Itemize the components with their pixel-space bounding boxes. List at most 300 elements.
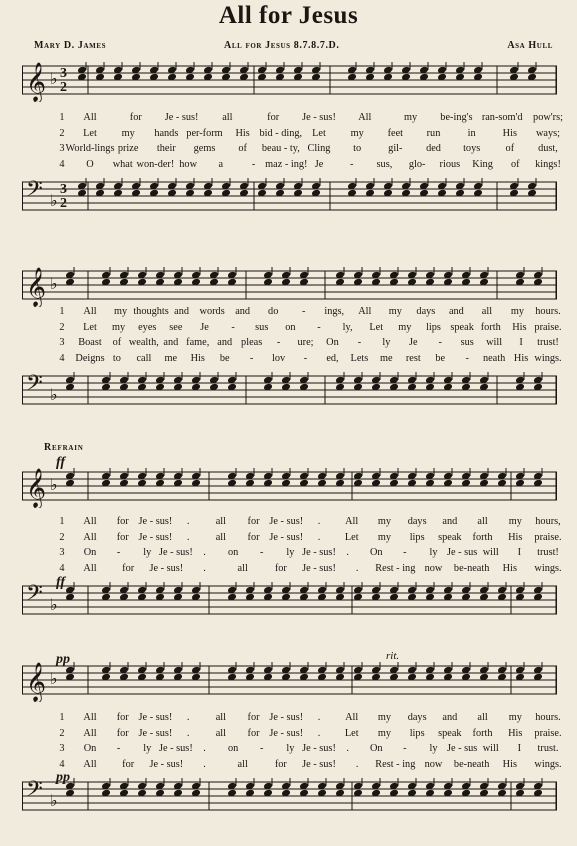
lyric-syllable: Je - sus! <box>302 112 336 123</box>
lyric-syllable: for <box>116 516 129 527</box>
lyric-syllable: trust. <box>537 743 559 754</box>
verse-number: 2 <box>59 531 65 543</box>
lyric-syllable: for <box>274 758 287 770</box>
verse-number: 1 <box>59 112 65 123</box>
lyric-syllable: I <box>517 743 522 754</box>
lyric-syllable: my <box>377 531 392 543</box>
lyric-syllable: His <box>512 321 527 333</box>
verse-line <box>0 547 577 563</box>
lyric-syllable: forth <box>472 727 493 739</box>
lyric-syllable: Je - sus <box>446 547 478 558</box>
lyric-syllable: - <box>116 743 121 754</box>
lyric-syllable: hours, <box>535 516 561 527</box>
lyric-syllable: of <box>510 158 520 170</box>
lyric-syllable: and <box>235 306 251 317</box>
lyric-syllable: Je - sus! <box>269 727 304 739</box>
verse-line <box>0 128 577 144</box>
lyric-syllable: wings. <box>534 758 562 770</box>
treble-staff <box>22 662 557 702</box>
lyric-syllable: fame, <box>186 337 210 348</box>
lyric-syllable: gems <box>193 143 216 154</box>
verse-number: 3 <box>59 337 65 348</box>
lyric-syllable: my <box>508 712 522 723</box>
lyric-syllable: speak <box>450 321 474 333</box>
lyric-syllable: Je - sus! <box>302 758 336 770</box>
lyric-syllable: hands <box>154 127 179 139</box>
lyric-syllable: ly <box>429 547 438 558</box>
lyric-syllable: Let <box>344 727 359 739</box>
time-signature: 2 <box>60 196 67 211</box>
lyric-syllable: ly, <box>342 321 353 333</box>
dynamic-pp-treble: pp <box>56 652 70 667</box>
lyric-syllable: . <box>186 712 190 723</box>
lyric-syllable: ly <box>286 743 295 754</box>
hymn-title: All for Jesus <box>218 2 359 29</box>
lyric-syllable: on <box>285 321 296 333</box>
lyric-syllable: be-neath <box>453 562 490 574</box>
lyric-syllable: and <box>163 337 179 348</box>
lyric-syllable: how <box>179 158 198 170</box>
lyric-syllable: wings. <box>534 352 562 364</box>
lyric-syllable: . <box>186 727 190 739</box>
lyric-syllable: my <box>508 516 522 527</box>
verse-line <box>0 143 577 159</box>
flat-key-signature-icon: ♭ <box>50 274 58 293</box>
lyric-syllable: on <box>227 743 239 754</box>
lyric-syllable: lov <box>271 352 286 364</box>
lyric-syllable: words <box>199 306 225 317</box>
verse-number: 4 <box>59 758 65 770</box>
lyric-syllable: for <box>116 712 129 723</box>
dynamic-pp-bass: pp <box>56 770 70 785</box>
lyric-syllable: for <box>274 562 287 574</box>
lyric-syllable: will <box>482 547 499 558</box>
lyric-syllable: forth <box>472 531 493 543</box>
treble-staff <box>22 468 557 508</box>
lyric-syllable: O <box>86 158 94 170</box>
time-signature: 3 <box>60 66 67 81</box>
flat-key-signature-icon: ♭ <box>50 385 58 404</box>
lyric-syllable: all <box>477 516 488 527</box>
lyric-syllable: . <box>186 516 190 527</box>
lyric-syllable: and <box>442 516 458 527</box>
verse-number: 2 <box>59 321 65 333</box>
lyric-syllable: be-ing's <box>440 112 473 123</box>
lyric-syllable: run <box>426 127 441 139</box>
lyric-syllable: bid - ding, <box>259 127 303 139</box>
lyric-syllable: All <box>345 712 359 723</box>
lyric-syllable: for <box>122 758 135 770</box>
lyric-syllable: all <box>237 758 248 770</box>
lyric-syllable: - <box>349 158 354 170</box>
lyric-syllable: pow'rs; <box>533 112 563 123</box>
lyric-syllable: gil- <box>388 143 403 154</box>
lyric-syllable: rest <box>405 352 421 364</box>
lyric-syllable: neath <box>482 352 506 364</box>
treble-clef-icon: 𝄞 <box>26 468 47 508</box>
lyric-syllable: - <box>276 337 281 348</box>
flat-key-signature-icon: ♭ <box>50 669 58 688</box>
lyric-syllable: ly <box>286 547 295 558</box>
lyric-syllable: and <box>442 712 458 723</box>
lyric-syllable: - <box>403 743 407 754</box>
lyric-syllable: my <box>113 306 128 317</box>
lyric-syllable: Je - sus! <box>138 531 173 543</box>
lyric-syllable: to <box>353 143 362 154</box>
lyric-syllable: . <box>355 758 359 770</box>
bass-clef-icon: 𝄢 <box>26 778 43 807</box>
lyric-syllable: all <box>215 516 226 527</box>
lyric-syllable: maz - ing! <box>265 158 308 170</box>
lyric-syllable: lips <box>409 531 425 543</box>
verse-number: 1 <box>59 306 65 317</box>
lyric-syllable: - <box>260 547 264 558</box>
lyric-syllable: - <box>249 352 254 364</box>
lyric-syllable: - <box>403 547 407 558</box>
lyric-syllable: sus, <box>376 158 393 170</box>
lyric-syllable: my <box>350 127 364 139</box>
lyric-syllable: trust! <box>537 337 559 348</box>
lyric-syllable: praise. <box>534 321 562 333</box>
lyric-syllable: His <box>190 352 205 364</box>
lyric-syllable: Boast <box>78 337 102 348</box>
lyric-syllable: - <box>317 321 321 333</box>
lyric-syllable: will <box>482 743 499 754</box>
lyric-syllable: Let <box>344 531 359 543</box>
verse-number: 3 <box>59 743 65 754</box>
lyric-syllable: hours. <box>535 306 561 317</box>
lyric-syllable: ran-som'd <box>481 112 523 123</box>
lyric-syllable: King <box>472 158 493 170</box>
lyric-syllable: Je - sus! <box>164 112 199 123</box>
lyric-syllable: kings! <box>535 158 561 170</box>
verse-number: 4 <box>59 562 65 574</box>
lyric-syllable: . <box>355 562 359 574</box>
lyric-syllable: on <box>227 547 239 558</box>
lyric-syllable: Je - sus! <box>159 547 193 558</box>
lyric-syllable: sus <box>255 321 269 333</box>
verse-line <box>0 516 577 532</box>
lyric-syllable: All <box>83 562 97 574</box>
verse-line <box>0 322 577 338</box>
verse-number: 3 <box>59 143 65 154</box>
lyric-syllable: all <box>215 531 226 543</box>
bass-staff <box>22 582 557 622</box>
lyric-syllable: for <box>247 712 260 723</box>
bass-clef-icon: 𝄢 <box>26 582 43 611</box>
lyric-syllable: hours. <box>535 712 561 723</box>
dynamic-ff-treble: ff <box>56 455 66 470</box>
lyric-syllable: . <box>203 743 206 754</box>
lyric-syllable: All <box>358 306 372 317</box>
lyric-syllable: ly <box>429 743 438 754</box>
treble-staff <box>22 267 557 307</box>
lyric-syllable: for <box>267 112 280 123</box>
bass-staff <box>22 778 557 818</box>
dynamic-ff-bass: ff <box>56 575 66 590</box>
lyric-syllable: - <box>260 743 264 754</box>
lyric-syllable: days <box>407 516 427 527</box>
lyric-syllable: . <box>317 727 321 739</box>
lyric-syllable: for <box>247 516 260 527</box>
lyric-syllable: me <box>164 352 178 364</box>
verse-line <box>0 159 577 175</box>
lyric-syllable: All <box>83 531 97 543</box>
lyric-syllable: All <box>83 306 97 317</box>
lyric-syllable: Let <box>83 127 97 139</box>
lyric-syllable: sus <box>460 337 474 348</box>
lyric-syllable: I <box>519 337 523 348</box>
lyric-syllable: ure; <box>297 337 314 348</box>
treble-staff <box>22 62 557 102</box>
lyric-syllable: do <box>268 306 279 317</box>
lyric-syllable: Let <box>312 127 326 139</box>
verse-line <box>0 337 577 353</box>
verse-number: 4 <box>59 352 65 364</box>
lyric-syllable: . <box>346 743 349 754</box>
lyric-syllable: what <box>112 158 133 170</box>
lyric-syllable: Je - sus! <box>138 727 173 739</box>
lyric-syllable: lips <box>409 727 425 739</box>
composer-credit: Asa Hull <box>507 40 553 51</box>
verse-number: 4 <box>59 158 65 170</box>
lyric-syllable: a <box>218 158 224 170</box>
lyric-syllable: Rest - ing <box>375 758 416 770</box>
lyric-syllable: Let <box>83 321 97 333</box>
lyric-syllable: Rest - ing <box>375 562 416 574</box>
lyric-syllable: ways; <box>535 127 561 139</box>
verse-line <box>0 728 577 744</box>
lyric-syllable: see <box>169 321 183 333</box>
lyric-syllable: of <box>505 143 515 154</box>
verse-line <box>0 712 577 728</box>
lyric-syllable: eyes <box>138 321 157 333</box>
lyric-syllable: now <box>424 758 443 770</box>
lyric-syllable: of <box>112 337 122 348</box>
lyric-syllable: Je <box>200 321 209 333</box>
verse-number: 1 <box>59 516 65 527</box>
lyric-syllable: speak <box>438 727 462 739</box>
lyric-syllable: pleas <box>241 337 263 348</box>
verse-line <box>0 743 577 759</box>
lyric-syllable: toys <box>463 143 481 154</box>
lyric-syllable: call <box>136 352 152 364</box>
lyric-syllable: for <box>247 531 260 543</box>
lyric-syllable: my <box>510 306 525 317</box>
verse-line <box>0 353 577 369</box>
lyric-syllable: All <box>83 516 97 527</box>
lyric-syllable: . <box>203 758 206 770</box>
lyric-syllable: my <box>377 712 392 723</box>
lyric-syllable: On <box>369 547 383 558</box>
verse-number: 2 <box>59 727 65 739</box>
lyric-syllable: dust, <box>538 143 558 154</box>
lyric-syllable: . <box>346 547 349 558</box>
lyric-syllable: for <box>129 112 142 123</box>
lyric-syllable: for <box>116 727 129 739</box>
lyric-syllable: prize <box>117 143 139 154</box>
lyric-syllable: for <box>122 562 135 574</box>
lyric-syllable: Je - sus! <box>149 758 184 770</box>
flat-key-signature-icon: ♭ <box>50 475 58 494</box>
lyric-syllable: won-der! <box>136 158 175 170</box>
bass-clef-icon: 𝄢 <box>26 372 43 401</box>
lyric-syllable: their <box>156 143 176 154</box>
lyric-syllable: His <box>508 531 523 543</box>
lyric-syllable: thoughts <box>133 306 169 317</box>
refrain-label: Refrain <box>44 442 84 453</box>
lyric-syllable: Je - sus! <box>302 562 336 574</box>
lyric-syllable: all <box>215 712 226 723</box>
lyric-syllable: ings, <box>324 306 345 317</box>
flat-key-signature-icon: ♭ <box>50 595 58 614</box>
lyric-syllable: my <box>377 516 392 527</box>
lyric-syllable: - <box>357 337 362 348</box>
lyric-syllable: Je - sus! <box>269 516 304 527</box>
verse-number: 2 <box>59 127 65 139</box>
lyric-syllable: Je - sus! <box>269 712 304 723</box>
lyric-syllable: to <box>112 352 121 364</box>
lyric-syllable: All <box>83 758 97 770</box>
lyric-syllable: . <box>317 712 321 723</box>
lyric-syllable: His <box>508 727 523 739</box>
bass-clef-icon: 𝄢 <box>26 178 43 207</box>
lyric-syllable: all <box>481 306 493 317</box>
ritardando-marking: rit. <box>386 650 400 662</box>
lyric-syllable: His <box>502 127 517 139</box>
lyric-syllable: glo- <box>408 158 426 170</box>
lyric-syllable: and <box>217 337 233 348</box>
lyric-syllable: beau - ty, <box>261 143 300 154</box>
lyric-syllable: I <box>517 547 522 558</box>
lyric-syllable: Je - sus! <box>138 516 173 527</box>
lyric-syllable: my <box>404 112 418 123</box>
lyric-syllable: ly <box>143 547 152 558</box>
lyric-syllable: days <box>416 306 436 317</box>
lyric-syllable: for <box>116 531 129 543</box>
treble-clef-icon: 𝄞 <box>26 662 47 702</box>
lyric-syllable: feet <box>387 127 404 139</box>
lyric-syllable: in <box>467 127 476 139</box>
lyric-syllable: His <box>235 127 250 139</box>
verse-line <box>0 532 577 548</box>
lyric-syllable: my <box>112 321 126 333</box>
bass-staff <box>22 178 557 218</box>
lyric-syllable: Je - sus! <box>302 547 336 558</box>
lyric-syllable: ed, <box>326 352 339 364</box>
verse-line <box>0 112 577 128</box>
bass-staff <box>22 372 557 412</box>
lyric-syllable: Lets <box>350 352 369 364</box>
lyric-syllable: His <box>502 758 517 770</box>
lyric-syllable: - <box>251 158 256 170</box>
lyric-syllable: days <box>407 712 427 723</box>
lyric-syllable: lips <box>426 321 441 333</box>
lyric-syllable: His <box>513 352 529 364</box>
lyric-syllable: - <box>231 321 235 333</box>
lyric-syllable: Je <box>314 158 324 170</box>
lyric-syllable: wings. <box>534 562 562 574</box>
lyric-syllable: All <box>83 712 97 723</box>
lyric-syllable: all <box>477 712 488 723</box>
lyric-syllable: speak <box>438 531 462 543</box>
flat-key-signature-icon: ♭ <box>50 791 58 810</box>
lyric-syllable: now <box>424 562 443 574</box>
lyric-syllable: - <box>438 337 442 348</box>
lyric-syllable: All <box>83 727 97 739</box>
lyric-syllable: forth <box>480 321 501 333</box>
treble-clef-icon: 𝄞 <box>26 62 47 102</box>
lyric-syllable: On <box>83 547 97 558</box>
author-credit: Mary D. James <box>34 40 107 51</box>
flat-key-signature-icon: ♭ <box>50 191 58 210</box>
lyric-syllable: - <box>303 352 308 364</box>
lyric-syllable: Je - sus! <box>302 743 336 754</box>
lyric-syllable: - <box>465 352 469 364</box>
lyric-syllable: my <box>121 127 135 139</box>
lyric-syllable: be <box>435 352 446 364</box>
lyric-syllable: per-form <box>186 127 223 139</box>
lyric-syllable: . <box>317 531 321 543</box>
lyric-syllable: trust! <box>537 547 559 558</box>
time-signature: 2 <box>60 80 67 95</box>
lyric-syllable: and <box>448 306 464 317</box>
lyric-syllable: Je - sus <box>446 743 478 754</box>
lyric-syllable: all <box>215 727 226 739</box>
lyric-syllable: all <box>237 562 248 574</box>
lyric-syllable: - <box>302 306 306 317</box>
lyric-syllable: be-neath <box>453 758 490 770</box>
lyric-syllable: ly <box>143 743 152 754</box>
meter-label: All for Jesus 8.7.8.7.D. <box>224 40 340 51</box>
lyric-syllable: Je - sus! <box>138 712 173 723</box>
verse-number: 3 <box>59 547 65 558</box>
lyric-syllable: me <box>380 352 393 364</box>
lyric-syllable: . <box>186 531 190 543</box>
lyric-syllable: - <box>116 547 121 558</box>
lyric-syllable: On <box>326 337 339 348</box>
lyric-syllable: Je - sus! <box>149 562 184 574</box>
time-signature: 3 <box>60 182 67 197</box>
lyric-syllable: All <box>83 112 97 123</box>
verse-number: 1 <box>59 712 65 723</box>
lyric-syllable: wealth, <box>128 337 159 348</box>
lyric-syllable: my <box>377 727 392 739</box>
treble-clef-icon: 𝄞 <box>26 267 47 307</box>
lyric-syllable: Let <box>369 321 384 333</box>
lyric-syllable: praise. <box>534 727 562 739</box>
lyric-syllable: On <box>83 743 97 754</box>
lyric-syllable: my <box>388 306 402 317</box>
verse-line <box>0 563 577 579</box>
lyric-syllable: . <box>203 562 206 574</box>
lyric-syllable: be <box>219 352 230 364</box>
lyric-syllable: . <box>317 516 321 527</box>
lyric-syllable: ded <box>426 143 441 154</box>
verse-line <box>0 306 577 322</box>
lyric-syllable: will <box>486 337 503 348</box>
lyric-syllable: all <box>222 112 233 123</box>
lyric-syllable: . <box>203 547 206 558</box>
lyric-syllable: praise. <box>534 531 562 543</box>
lyric-syllable: On <box>369 743 383 754</box>
verse-line <box>0 759 577 775</box>
lyric-syllable: Je - sus! <box>269 531 304 543</box>
flat-key-signature-icon: ♭ <box>50 69 58 88</box>
lyric-syllable: for <box>247 727 260 739</box>
lyric-syllable: His <box>502 562 517 574</box>
lyric-syllable: World-lings <box>65 143 115 154</box>
